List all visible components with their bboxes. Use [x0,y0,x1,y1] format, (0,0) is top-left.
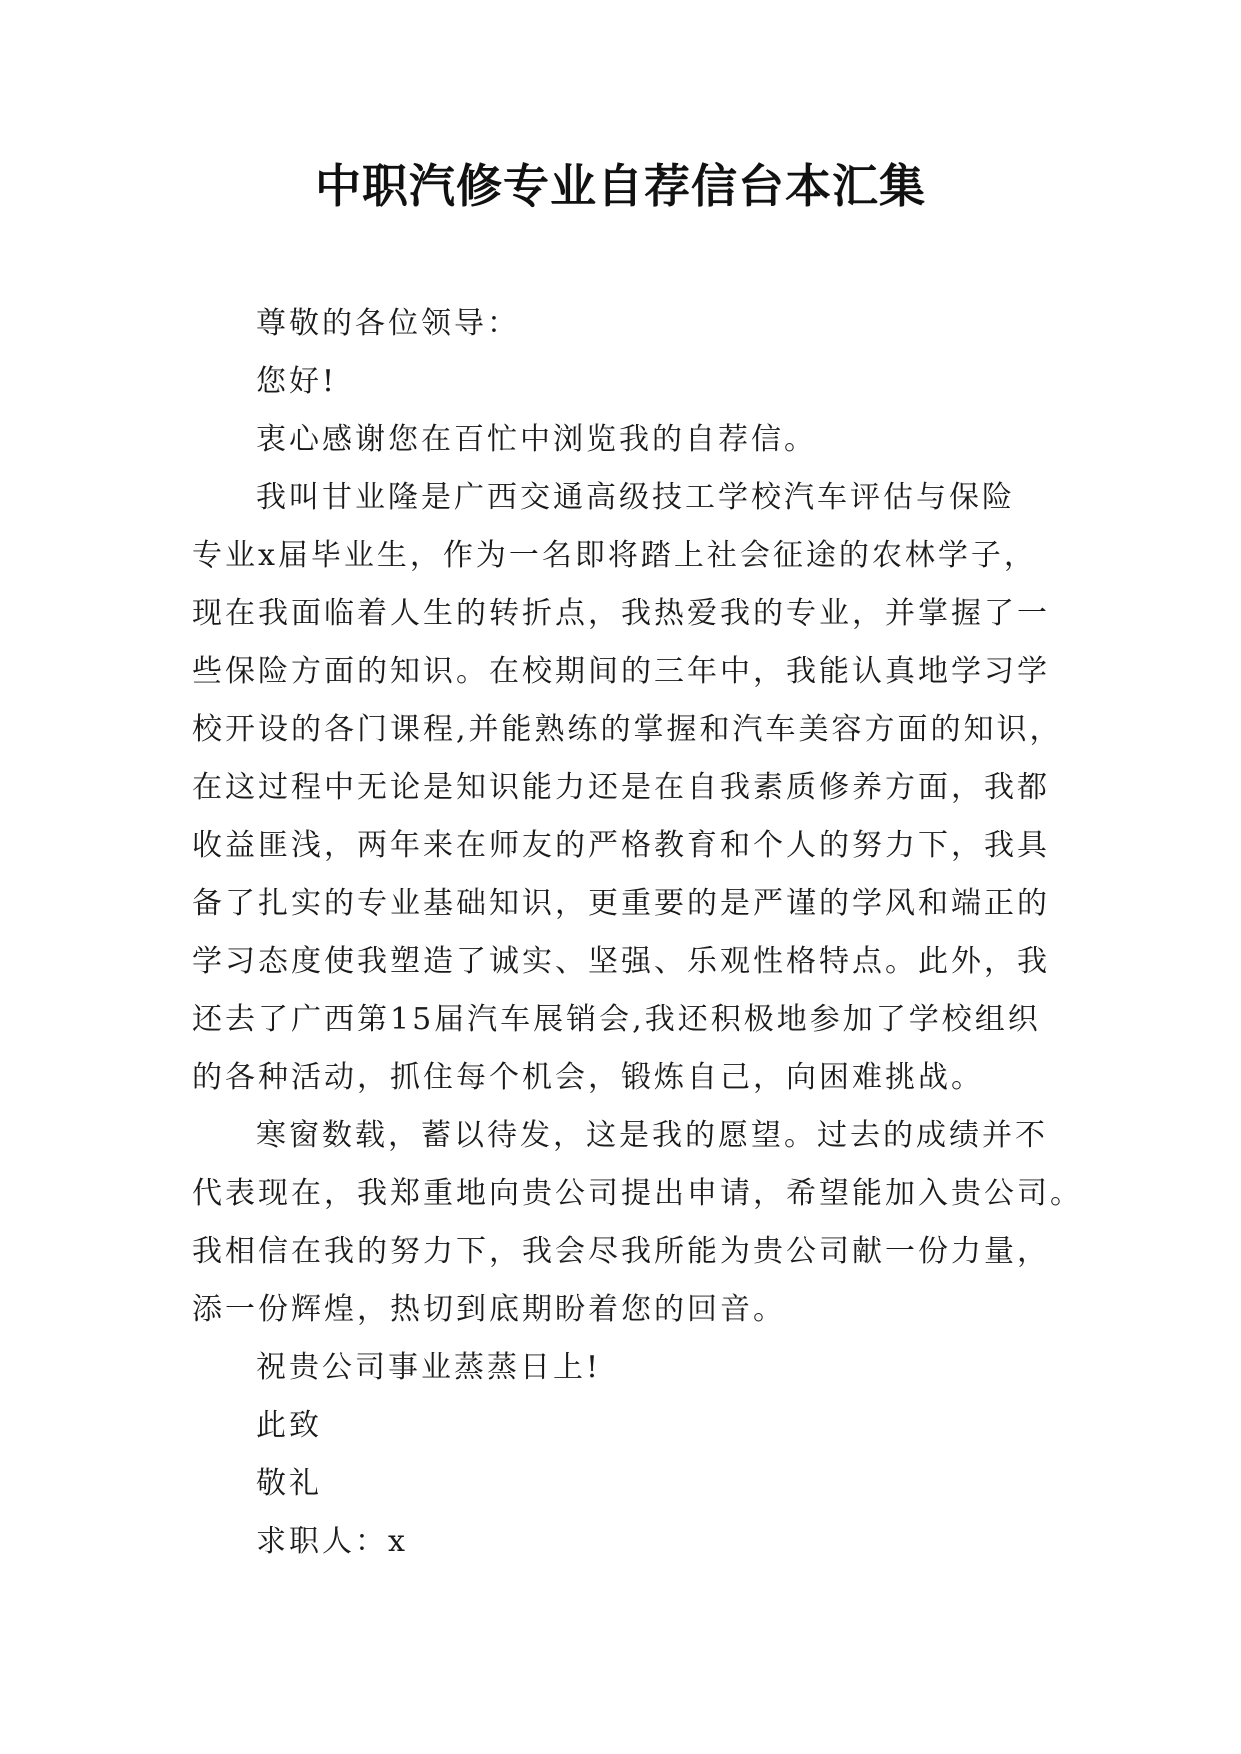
signature-line: 求职人：x [256,1524,408,1559]
document-title: 中职汽修专业自荐信台本汇集 [315,159,926,213]
paragraph-line: 收益匪浅，两年来在师友的严格教育和个人的努力下，我具 [192,828,1050,863]
paragraph-line: 我相信在我的努力下，我会尽我所能为贵公司献一份力量， [192,1234,1050,1269]
paragraph-line: 的各种活动，抓住每个机会，锻炼自己，向困难挑战。 [192,1060,984,1095]
wish-line: 祝贵公司事业蒸蒸日上! [256,1350,602,1385]
paragraph-line: 学习态度使我塑造了诚实、坚强、乐观性格特点。此外，我 [192,944,1050,979]
closing-line: 此致 [256,1408,322,1443]
paragraph-line: 寒窗数载，蓄以待发，这是我的愿望。过去的成绩并不 [256,1118,1048,1153]
paragraph-line: 专业x届毕业生，作为一名即将踏上社会征途的农林学子， [192,538,1037,573]
paragraph-line: 校开设的各门课程,并能熟练的掌握和汽车美容方面的知识， [192,712,1063,747]
paragraph-line: 添一份辉煌，热切到底期盼着您的回音。 [192,1292,786,1327]
paragraph-line: 还去了广西第15届汽车展销会,我还积极地参加了学校组织 [192,1002,1041,1037]
letter-body [192,295,1083,1571]
paragraph-introduction [192,469,1063,1107]
paragraph-line: 代表现在，我郑重地向贵公司提出申请，希望能加入贵公司。 [192,1176,1083,1211]
paragraph-line: 我叫甘业隆是广西交通高级技工学校汽车评估与保险 [256,480,1015,515]
thanks-line: 衷心感谢您在百忙中浏览我的自荐信。 [256,422,817,457]
hello-line: 您好! [256,364,338,399]
paragraph-line: 些保险方面的知识。在校期间的三年中，我能认真地学习学 [192,654,1050,689]
paragraph-line: 现在我面临着人生的转折点，我热爱我的专业，并掌握了一 [192,596,1050,631]
greeting-line: 尊敬的各位领导： [256,306,520,341]
paragraph-line: 备了扎实的专业基础知识，更重要的是严谨的学风和端正的 [192,886,1050,921]
salutation-line: 敬礼 [256,1466,322,1501]
paragraph-line: 在这过程中无论是知识能力还是在自我素质修养方面，我都 [192,770,1050,805]
paragraph-application [192,1107,1083,1339]
